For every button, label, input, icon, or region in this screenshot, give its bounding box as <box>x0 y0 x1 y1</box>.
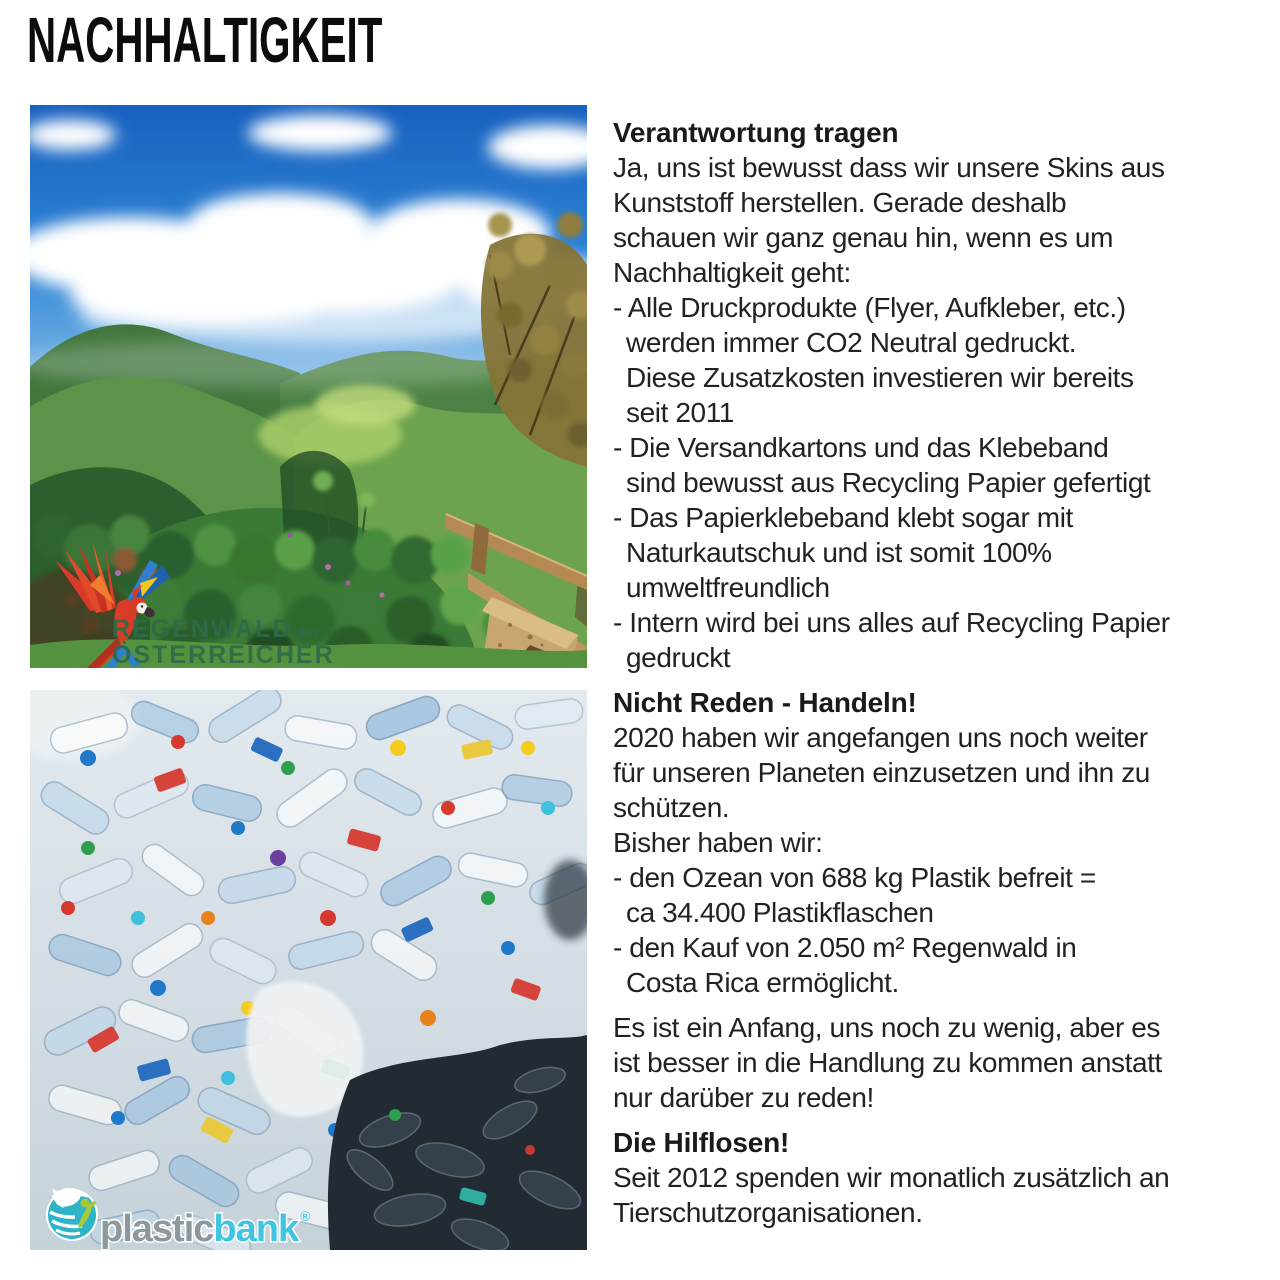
text-line: ca 34.400 Plastikflaschen <box>626 897 934 928</box>
plastic-bottles-photo <box>30 690 587 1250</box>
text-line: - Die Versandkartons und das Klebeband <box>613 432 1109 463</box>
text-line: - den Kauf von 2.050 m² Regenwald in <box>613 932 1077 963</box>
section-heading: Verantwortung tragen <box>613 117 899 148</box>
text-line: Naturkautschuk und ist somit 100% <box>626 537 1052 568</box>
text-line: ist besser in die Handlung zu kommen anstatt <box>613 1047 1162 1078</box>
section-hilflosen <box>613 1125 1273 1230</box>
text-line: nur darüber zu reden! <box>613 1082 874 1113</box>
text-column <box>613 115 1273 1240</box>
plasticbank-logo-text: plasticbank ® <box>100 1208 310 1250</box>
rainforest-photo <box>30 105 587 668</box>
text-line: Bisher haben wir: <box>613 827 823 858</box>
text-line: umweltfreundlich <box>626 572 830 603</box>
text-line: - Das Papierklebeband klebt sogar mit <box>613 502 1073 533</box>
text-line: seit 2011 <box>626 397 734 428</box>
text-line: werden immer CO2 Neutral gedruckt. <box>626 327 1077 358</box>
section-nicht-reden <box>613 685 1273 1000</box>
text-line: gedruckt <box>626 642 731 673</box>
text-line: Diese Zusatzkosten investieren wir bereits <box>626 362 1134 393</box>
text-line: Ja, uns ist bewusst dass wir unsere Skins aus <box>613 152 1165 183</box>
section-heading: Nicht Reden - Handeln! <box>613 687 917 718</box>
text-line: - Intern wird bei uns alles auf Recycling Papier <box>613 607 1170 638</box>
text-line: Costa Rica ermöglicht. <box>626 967 899 998</box>
text-line: - Alle Druckprodukte (Flyer, Aufkleber, etc.) <box>613 292 1126 323</box>
text-line: - den Ozean von 688 kg Plastik befreit = <box>613 862 1096 893</box>
section-verantwortung <box>613 115 1273 675</box>
text-line: Tierschutzorganisationen. <box>613 1197 923 1228</box>
text-line: Seit 2012 spenden wir monatlich zusätzlich an <box>613 1162 1170 1193</box>
text-line: Kunststoff herstellen. Gerade deshalb <box>613 187 1067 218</box>
text-line: Nachhaltigkeit geht: <box>613 257 851 288</box>
regenwald-logo-line1: REGENWALD der <box>112 615 320 643</box>
text-line: 2020 haben wir angefangen uns noch weiter <box>613 722 1148 753</box>
rainforest-illustration <box>30 105 587 668</box>
text-line: für unseren Planeten einzusetzen und ihn zu <box>613 757 1150 788</box>
plastic-bottles-illustration <box>30 690 587 1250</box>
text-line: schützen. <box>613 792 730 823</box>
text-line: Es ist ein Anfang, uns noch zu wenig, aber es <box>613 1012 1161 1043</box>
section-anfang <box>613 1010 1273 1115</box>
text-line: schauen wir ganz genau hin, wenn es um <box>613 222 1114 253</box>
section-heading: Die Hilflosen! <box>613 1127 790 1158</box>
text-line: sind bewusst aus Recycling Papier gefertigt <box>626 467 1151 498</box>
page-title: NACHHALTIGKEIT <box>27 4 383 76</box>
regenwald-logo-line2: ÖSTERREICHER <box>112 641 335 668</box>
